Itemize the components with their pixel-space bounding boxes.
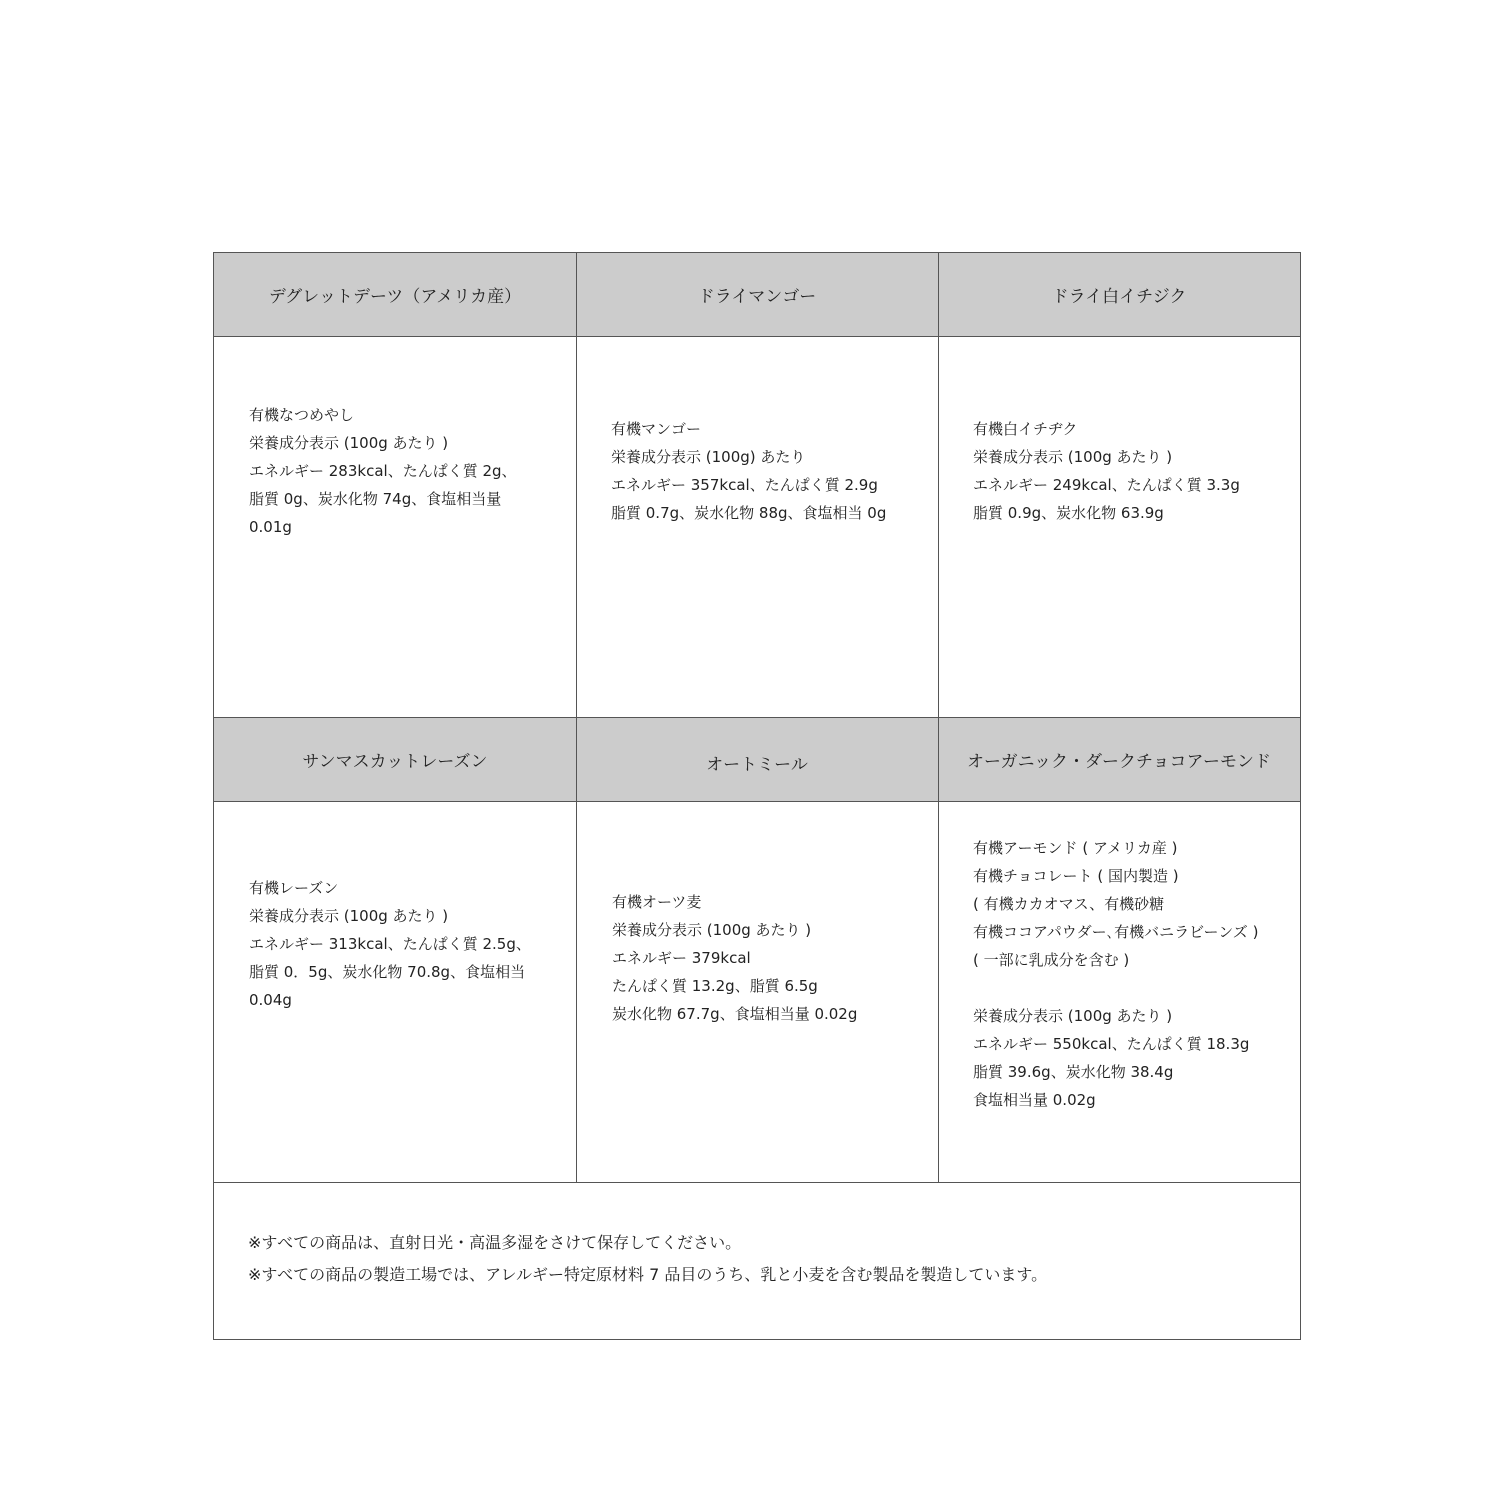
notes-list xyxy=(248,1227,1047,1291)
allergen-note: ※すべての商品の製造工場では、アレルギー特定原材料 7 品目のうち、乳と小麦を含む製品を製造しています。 xyxy=(248,1265,1048,1284)
product-name: ドライ白イチジク xyxy=(1051,287,1187,307)
detail-line: 脂質 0.9g、炭水化物 63.9g xyxy=(973,504,1164,522)
detail-line: 有機レーズン xyxy=(249,879,339,897)
detail-line: エネルギー 357kcal、たんぱく質 2.9g xyxy=(611,476,878,494)
detail-line: 栄養成分表示 (100g あたり ) xyxy=(249,434,449,452)
detail-line: 有機オーツ麦 xyxy=(612,893,702,911)
detail-line: 炭水化物 67.7g、食塩相当量 0.02g xyxy=(612,1005,858,1023)
detail-line: 0.04g xyxy=(249,991,292,1009)
detail-line: 食塩相当量 0.02g xyxy=(973,1091,1096,1109)
product-header-mango xyxy=(576,253,938,336)
detail-line: 有機なつめやし xyxy=(249,406,355,424)
detail-line: 有機ココアパウダー､有機バニラビーンズ ) xyxy=(973,923,1259,941)
product-details-mango xyxy=(576,336,938,717)
row-divider xyxy=(214,336,1300,337)
detail-line: ( 有機カカオマス、有機砂糖 xyxy=(973,895,1165,913)
detail-line: 栄養成分表示 (100g あたり ) xyxy=(973,1007,1173,1025)
detail-line: 有機アーモンド ( アメリカ産 ) xyxy=(973,839,1178,857)
product-name: サンマスカットレーズン xyxy=(302,751,488,772)
detail-line: 脂質 0g、炭水化物 74g、食塩相当量 xyxy=(249,490,502,508)
product-details-fig xyxy=(938,336,1300,717)
product-name: オートミール xyxy=(706,754,808,775)
product-details-almond xyxy=(938,801,1300,1182)
product-header-dates xyxy=(214,253,576,336)
product-description xyxy=(973,834,1258,1114)
detail-line: エネルギー 283kcal、たんぱく質 2g、 xyxy=(249,462,517,480)
detail-line xyxy=(973,974,1258,1002)
product-name: オーガニック・ダークチョコアーモンド xyxy=(967,751,1271,772)
product-description xyxy=(612,888,857,1028)
detail-line: 栄養成分表示 (100g あたり ) xyxy=(612,921,812,939)
detail-line: 有機マンゴー xyxy=(611,420,702,438)
product-name: デグレットデーツ（アメリカ産） xyxy=(268,287,522,307)
detail-line: たんぱく質 13.2g、脂質 6.5g xyxy=(612,977,818,995)
product-details-dates xyxy=(214,336,576,717)
storage-note: ※すべての商品は、直射日光・高温多湿をさけて保存してください。 xyxy=(248,1233,742,1252)
detail-line: エネルギー 249kcal、たんぱく質 3.3g xyxy=(973,476,1240,494)
product-header-oatmeal xyxy=(576,717,938,801)
product-description xyxy=(249,401,517,541)
product-header-raisin xyxy=(214,717,576,801)
row-divider xyxy=(214,717,1300,718)
product-name: ドライマンゴー xyxy=(697,287,817,307)
product-details-oatmeal xyxy=(576,801,938,1182)
product-header-almond xyxy=(938,717,1300,801)
detail-line: 0.01g xyxy=(249,518,292,536)
product-details-raisin xyxy=(214,801,576,1182)
detail-line: 脂質 0.7g、炭水化物 88g、食塩相当 0g xyxy=(611,504,887,522)
detail-line: ( 一部に乳成分を含む ) xyxy=(973,951,1130,969)
row-divider xyxy=(214,801,1300,802)
detail-line: 有機チョコレート ( 国内製造 ) xyxy=(973,867,1179,885)
detail-line: 脂質 39.6g、炭水化物 38.4g xyxy=(973,1063,1174,1081)
notes-section xyxy=(214,1182,1300,1339)
detail-line: 栄養成分表示 (100g) あたり xyxy=(611,448,806,466)
detail-line: 脂質 0．5g、炭水化物 70.8g、食塩相当 xyxy=(249,963,526,981)
detail-line: 栄養成分表示 (100g あたり ) xyxy=(973,448,1173,466)
product-header-fig xyxy=(938,253,1300,336)
product-description xyxy=(249,874,531,1014)
detail-line: エネルギー 550kcal、たんぱく質 18.3g xyxy=(973,1035,1250,1053)
detail-line: 栄養成分表示 (100g あたり ) xyxy=(249,907,449,925)
detail-line: 有機白イチヂク xyxy=(973,420,1078,438)
detail-line: エネルギー 379kcal xyxy=(612,949,751,967)
product-description xyxy=(973,415,1240,527)
row-divider xyxy=(214,1182,1300,1183)
detail-line: エネルギー 313kcal、たんぱく質 2.5g、 xyxy=(249,935,531,953)
product-description xyxy=(611,415,886,527)
nutrition-table xyxy=(213,252,1301,1340)
